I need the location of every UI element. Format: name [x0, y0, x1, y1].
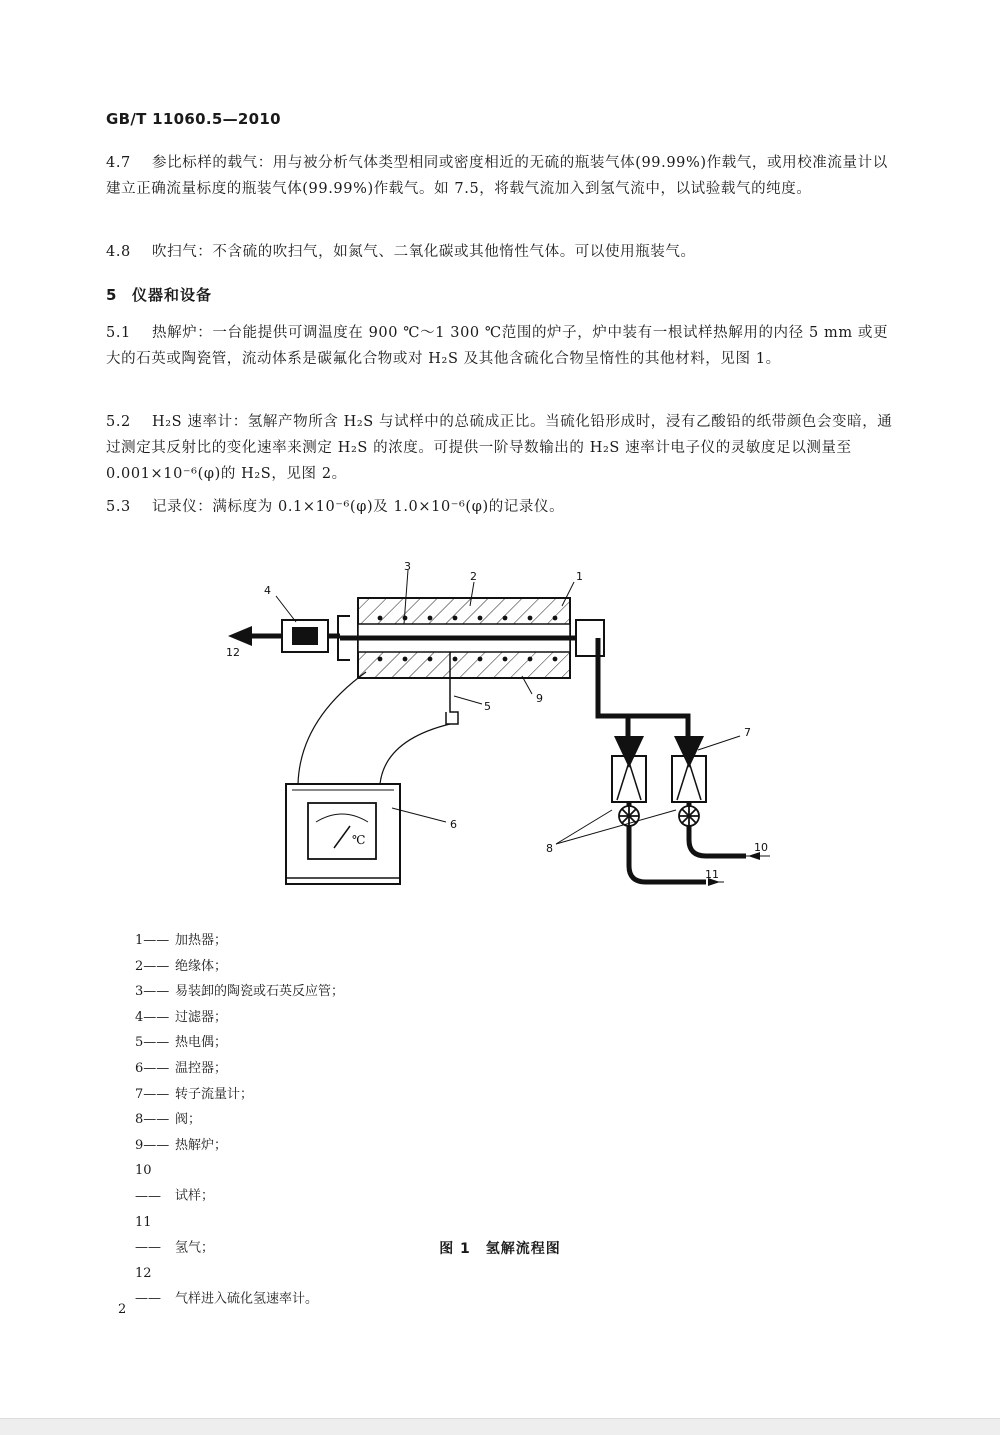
- legend-item: 1—— 加热器；: [135, 933, 228, 948]
- legend-item: 5—— 热电偶；: [135, 1035, 228, 1051]
- hydrogenolysis-flow-diagram: [0, 555, 1000, 915]
- temperature-controller: [286, 784, 400, 884]
- section-heading: [106, 284, 212, 305]
- viewer-bottom-bar: [0, 1418, 1000, 1435]
- clause-5-3: [106, 494, 896, 520]
- svg-text:6: 6: [450, 818, 457, 831]
- legend-item: 12—— 气样进入硫化氢速率计。: [135, 1265, 319, 1307]
- svg-text:1: 1: [576, 570, 583, 583]
- clause-5-2: [106, 409, 896, 487]
- rotameter-left: [612, 736, 646, 802]
- legend-item: 4—— 过滤器；: [135, 1009, 228, 1025]
- clause-text: 参比标样的载气：用与被分析气体类型相同或密度相近的无硫的瓶装气体(99.99%)作载气，或用校准流量计以建立正确流量标度的瓶装气体(99.99%)作载气。如 7.5，将载气流加入到氢气流中，以试验载气的纯度。: [106, 155, 888, 197]
- outlet-arrow: [228, 626, 252, 646]
- valve-left: [619, 802, 639, 826]
- legend-item: 2—— 绝缘体；: [135, 958, 228, 974]
- svg-text:10: 10: [754, 841, 768, 854]
- valve-right: [679, 802, 699, 826]
- clause-4-7: [106, 150, 896, 202]
- svg-text:9: 9: [536, 692, 543, 705]
- svg-text:11: 11: [705, 868, 719, 881]
- clause-5-1: [106, 320, 896, 372]
- legend-item: 10—— 试样；: [135, 1163, 215, 1204]
- legend-item: 3—— 易装卸的陶瓷或石英反应管；: [135, 984, 345, 1000]
- figure-caption: 图 1 氢解流程图: [439, 1241, 561, 1257]
- legend-item: 11—— 氢气；: [135, 1214, 215, 1256]
- svg-text:7: 7: [744, 726, 751, 739]
- rotameter-right: [672, 736, 706, 802]
- legend-item: 6—— 温控器；: [135, 1060, 228, 1076]
- svg-text:℃: ℃: [352, 833, 366, 847]
- page-number: 2: [118, 1302, 127, 1317]
- legend-item: 7—— 转子流量计；: [135, 1086, 254, 1102]
- svg-text:12: 12: [226, 646, 240, 659]
- section-title: 仪器和设备: [132, 286, 213, 304]
- standard-code-header: GB/T 11060.5—2010: [106, 110, 281, 128]
- clause-text: 吹扫气：不含硫的吹扫气，如氮气、二氧化碳或其他惰性气体。可以使用瓶装气。: [152, 244, 696, 260]
- svg-text:3: 3: [404, 560, 411, 573]
- svg-text:4: 4: [264, 584, 271, 597]
- clause-text: 热解炉：一台能提供可调温度在 900 ℃～1 300 ℃范围的炉子，炉中装有一根试样热解用的内径 5 mm 或更大的石英或陶瓷管，流动体系是碳氟化合物或对 H₂S 及其他含硫化合物呈惰性的其他材料，见图 1。: [106, 325, 889, 367]
- legend-item: 8—— 阀；: [135, 1112, 202, 1128]
- filter: [282, 620, 328, 652]
- clause-number: 4.8: [106, 244, 131, 260]
- clause-text: H₂S 速率计：氢解产物所含 H₂S 与试样中的总硫成正比。当硫化铅形成时，浸有乙酸铅的纸带颜色会变暗，通过测定其反射比的变化速率来测定 H₂S 的浓度。可提供一阶导数输出的 H₂S 速率计电子仪的灵敏度足以测量至 0.001×10⁻⁶(φ)的 H₂S，见图 2。: [106, 414, 893, 482]
- svg-text:8: 8: [546, 842, 553, 855]
- clause-number: 5.2: [106, 414, 131, 430]
- legend-item: 9—— 热解炉；: [135, 1137, 228, 1153]
- svg-text:5: 5: [484, 700, 491, 713]
- clause-text: 记录仪：满标度为 0.1×10⁻⁶(φ)及 1.0×10⁻⁶(φ)的记录仪。: [152, 499, 565, 515]
- section-number: 5: [106, 286, 118, 304]
- clause-number: 5.3: [106, 499, 131, 515]
- clause-number: 5.1: [106, 325, 131, 341]
- clause-number: 4.7: [106, 155, 131, 171]
- clause-4-8: [106, 239, 896, 265]
- svg-text:2: 2: [470, 570, 477, 583]
